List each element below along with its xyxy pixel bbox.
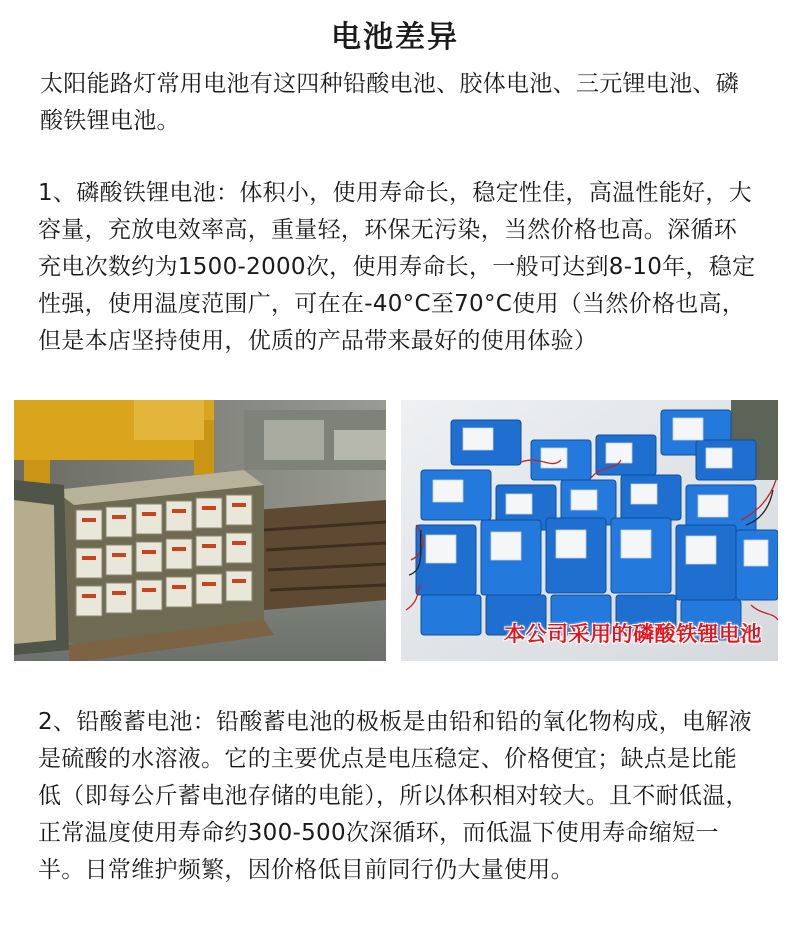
intro-paragraph: 太阳能路灯常用电池有这四种铅酸电池、胶体电池、三元锂电池、磷酸铁锂电池。 [40,71,739,134]
lifepo4-battery-photo [401,400,778,661]
lead-acid-battery-paragraph: 2、铅酸蓄电池：铅酸蓄电池的极板是由铅和铅的氧化物构成，电解液是硫酸的水溶液。它的主要优点是电压稳定、价格便宜；缺点是比能低（即每公斤蓄电池存储的电能），所以体积相对较大。且不耐低温，正常温度使用寿命约300-500次深循环，而低温下使用寿命缩短一半。日常维护频繁，因价格低目前同行仍大量使用。 [38,709,752,883]
page-title: 电池差异 [331,20,459,55]
lfp-battery-paragraph: 1、磷酸铁锂电池：体积小，使用寿命长，稳定性佳，高温性能好，大容量，充放电效率高，重量轻，环保无污染，当然价格也高。深循环充电次数约为1500-2000次，使用寿命长，一般可达到8-10年，稳定性强，使用温度范围广，可在在-40°C至70°C使用（当然价格也高，但是本店坚持使用，优质的产品带来最好的使用体验） [38,180,756,354]
warehouse-battery-photo [14,400,386,661]
photo-caption: 本公司采用的磷酸铁锂电池 [504,622,762,646]
